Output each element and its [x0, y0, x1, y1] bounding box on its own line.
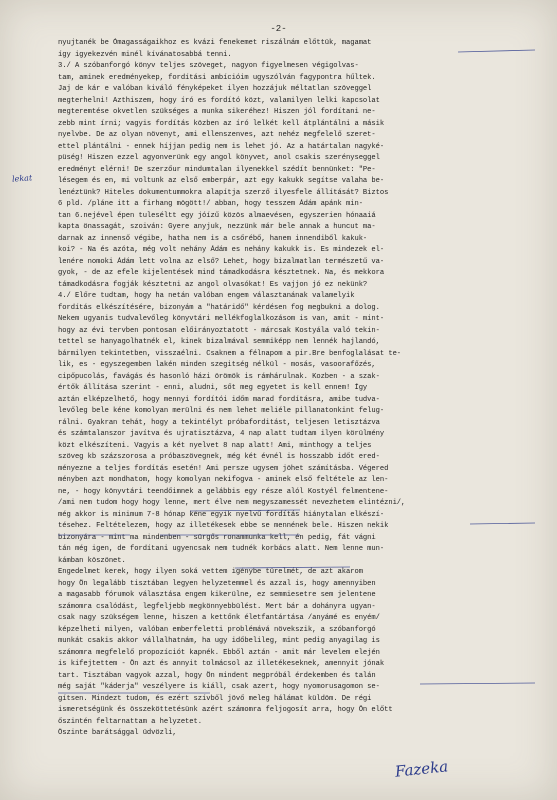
letter-line: /ami nem tudom hogy hogy lenne, mert élve nem megyszamessét nevezhetem elintézni/,	[58, 499, 406, 507]
letter-line: őszintén feltarnattam a helyzetet.	[58, 717, 202, 726]
letter-line: tart. Tisztában vagyok azzal, hogy Ön mindent megpróbál érdekemben és talán	[58, 671, 376, 680]
letter-line: számomra megfelelő propozíciót kapnék. Ebből aztán - amit már levelem elején	[58, 648, 380, 657]
letter-line: gyok, - de az efele kijelentések mind támadkodásra késztetnek. Na, és mekkora	[58, 269, 385, 277]
letter-line: bizonyára - mint ma mindenben - sürgős ronammunka kell, én pedig, fát vágni	[58, 533, 376, 542]
letter-line: lenéztünk? Hiteles dokumentummokra alapítja szerző ilyesfele állítását? Biztos	[58, 188, 389, 197]
letter-line: lik, es - egyszegemben lakén minden szegitség nélkül - mosás, vasoorafőzés,	[58, 361, 376, 369]
letter-line: levőleg bele kéne komolyan merülni és nem lehet meliéle pillanatonkint felug-	[58, 407, 385, 415]
letter-line: gítsen. Mindezt tudom, és ezért szívből jövő meleg hálámat küldöm. De régi	[58, 694, 372, 703]
letter-line: hogy Ön legalább tisztában legyen helyzetemmel és azzal is, hogy amennyiben	[58, 579, 376, 588]
letter-line: fordítás elkészítésére, bizonyám a "határidő" kérdésen fog megbukni a dolog.	[58, 303, 380, 312]
letter-line: megterhelni! Azthiszem, hogy író es fordító közt, valamilyen lelki kapcsolat	[58, 96, 380, 105]
letter-line: ismeretségünk és összeköttetésünk azért számomra feljogosít arra, hogy Ön előtt	[58, 706, 393, 714]
letter-line: eredményt elérni! De szerzőur mindumtalan ilyenekkel szédít bennünket: "Pe-	[58, 165, 376, 174]
letter-line: Őszinte barátsággal üdvözli,	[58, 729, 177, 737]
letter-line: tam, aminek eredményekep, fordítási ambícióim ugyszólván fagypontra hűltek.	[58, 73, 376, 82]
letter-line: nyujtanék be Ómagasságaikhoz es kvázi fenekemet riszálnám előttük, magamat	[58, 39, 372, 47]
letter-line: a magasabb fórumok választása engem kikerülne, ez semmiesetre sem jelentene	[58, 591, 376, 599]
letter-line: értők állítása szerint - enni, aludni, sőt meg egyetet is kell ennem! Így	[58, 384, 368, 392]
letter-line: közt elkészíteni. Vagyis a két nyelvet 8 nap alatt! Ami, minthogy a teljes	[58, 441, 372, 450]
letter-body	[58, 38, 534, 740]
letter-line: hogy az évi tervben pontosan előirányoztatott - márcsak Kostyála való tekin-	[58, 326, 380, 335]
letter-line: kapta önassagát, szoiván: Gyere anyjuk, nezzünk már bele annak a huncut ma-	[58, 223, 376, 231]
letter-line: így igyekezvén minél kívánatosabbá tenni.	[58, 50, 232, 59]
page-number: -2-	[270, 24, 287, 34]
letter-line: is kifejtettem - Ön azt és annyit tolmácsol az illetékeseknek, amennyit jónak	[58, 660, 385, 668]
letter-line: püség! Hiszen ezzel agyonverünk egy angol könyvet, anol csakis szerényseggel	[58, 154, 380, 162]
letter-line: zebb mint írni; vagyis fordítás közben az író lelkét kell átplántálni a másik	[58, 119, 385, 128]
letter-line: még akkor is minimum 7-8 hónap kéne egyik nyelvű fordítás hiánytalan elkészí-	[58, 510, 385, 519]
letter-line: bármilyen tekintetben, visszaélni. Csaknem a félnapom a pir.Bre benfoglalásat te-	[58, 349, 402, 358]
letter-line: ményben azt mondhatom, hogy komolyan nekifogva - aminek első feltétele az len-	[58, 476, 389, 484]
letter-line: lésegem és en, mi voltunk az első emberpár, azt egy kakukk segítse valaha be-	[58, 177, 385, 185]
letter-line: számomra csalódást, legfeljebb megkönnyebbülést. Mert bár a dohányra ugyan-	[58, 602, 376, 611]
letter-line: Engedelmet kerek, hogy ilyen soká vettem igénybe türelmét, de azt akarom	[58, 568, 363, 576]
letter-line: Jaj de kár e valóban kiváló fényképeket ilyen hozzájuk méltatlan szöveggel	[58, 85, 372, 93]
letter-line: és számtalanszor javítva és ujratisztázva, 4 nap alatt tudtam ilyen körülmény	[58, 430, 385, 438]
letter-line: kámban köszönet.	[58, 556, 126, 565]
letter-line: tésehez. Feltételezem, hogy az illetékesek ebbe se mennének bele. Hiszen nekik	[58, 522, 389, 530]
letter-line: tan 6.nejével épen tuleséltt egy jóízű közös almaevésen, egyszerien hónaaiá	[58, 211, 376, 220]
letter-line: rálni. Gyakran tehát, hogy a tekintélyt próbaforditást, teljesen letisztázva	[58, 418, 380, 427]
letter-line: tettel se hanyagolhatnék el, kinek bizalmával semmiképp nem lennék hajlandó,	[58, 338, 380, 346]
letter-line: 3./ A szóbanforgó könyv teljes szöveget, nagyon figyelmesen végigolvas-	[58, 62, 359, 70]
letter-line: ne, - hogy könyvtári teendőimnek a gelábbis egy része alól Kostyél felmentene-	[58, 487, 389, 496]
letter-line: aztán elképzelhető, hogy mennyi fordítói időm marad fordításra, amibe tudva-	[58, 395, 380, 404]
letter-line: 6 pld. /pláne itt a firhang mögött!/ abban, hogy tesszem Ádám apánk min-	[58, 200, 363, 208]
letter-line: lenére nomoki Ádám lett volna az első? Lehet, hogy bizalmatlan természetű va-	[58, 257, 385, 266]
letter-line: ettel plántálni - ennek híjjan pedig nem is lehet jó. Az a határtalan nagyké-	[58, 142, 385, 151]
letter-line: csak nagy szükségem lenne, hiszen a kettőnk életfantártása /anyámé es enyém/	[58, 614, 380, 622]
letter-line: még saját "káderja" veszélyere is kiáll, csak azert, hogy nyomorusagomon se-	[58, 683, 380, 691]
letter-line: Nekem ugyanis tudvalevőleg könyvtári mellékfoglalkozásom is van, amit - mint-	[58, 315, 385, 323]
letter-line: darnak az innenső végibe, hatha nem is a csőrébő, hanem innendiből kakuk-	[58, 234, 368, 243]
letter-line: munkát csakis akkor vállalhatnám, ha ugy időbelileg, mint pedig anyagilag is	[58, 637, 380, 645]
handwritten-margin-note: lekat	[11, 173, 33, 184]
letter-line: képzelheti milyen, valóban emberfeletti problémává növekszik, a szóbanforgó	[58, 625, 376, 634]
letter-line: szöveg kb százszorosa a próbaszövegnek, még két évnél is hosszabb időt ered-	[58, 453, 380, 461]
letter-line: nyelvbe. De az olyan növenyt, ami ellenszenves, azt nehéz megfelelő szeret-	[58, 131, 376, 139]
letter-line: 4./ Előre tudtam, hogy ha netán valóban engem választanának valamelyik	[58, 292, 355, 300]
letter-line: támadkodásra fogják késztetni az angol olvasókat! Es vajjon jó ez nekünk?	[58, 280, 368, 289]
letter-line: megteremtése okvetlen szükséges a munka sikeréhez! Hiszen jól fordítani ne-	[58, 108, 376, 116]
letter-line: ményezne a teljes fordítás esetén! Ami persze ugysem jöhet számításba. Végered	[58, 464, 389, 473]
letter-line: koi? - Na és azóta, még volt nehány Ádám es nehány kakukk is. Es mindezek el-	[58, 246, 385, 254]
letter-line: tán még igen, de fordítani ugyencsak nem tudnék korbács alatt. Nem lenne mun-	[58, 545, 385, 553]
letter-line: cipőpucolás, favágás és hasonló házi örömök is rámhárulnak. Kozben - a szak-	[58, 372, 380, 381]
handwritten-signature: Fazeka	[394, 757, 449, 781]
